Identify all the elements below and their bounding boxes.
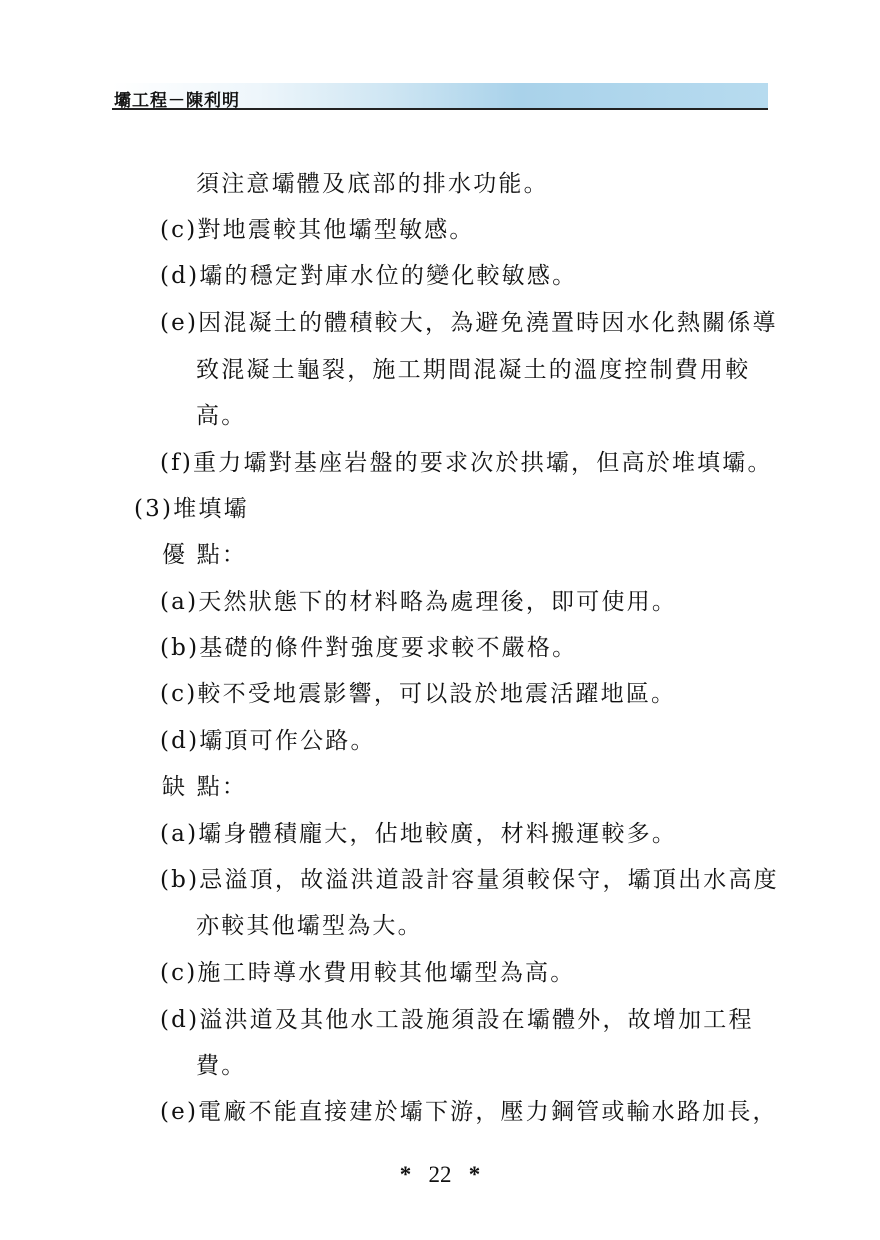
page-footer [390, 1160, 490, 1190]
section-heading: (3)堆填壩 [134, 496, 249, 522]
body-line: (a)壩身體積龐大，佔地較廣，材料搬運較多。 [160, 821, 678, 847]
body-line: (d)溢洪道及其他水工設施須設在壩體外，故增加工程 [160, 1007, 754, 1033]
body-line: (d)壩的穩定對庫水位的變化較敏感。 [160, 263, 578, 289]
body-line: (a)天然狀態下的材料略為處理後，即可使用。 [160, 589, 678, 615]
body-line: (c)施工時導水費用較其他壩型為高。 [160, 960, 576, 986]
body-line: (d)壩頂可作公路。 [160, 728, 376, 754]
body-line: 致混凝土龜裂，施工期間混凝土的溫度控制費用較 [196, 357, 751, 383]
disadvantages-heading: 缺 點： [162, 774, 248, 800]
advantages-heading: 優 點： [162, 542, 248, 568]
body-line: 須注意壩體及底部的排水功能。 [196, 171, 549, 197]
body-line: (b)忌溢頂，故溢洪道設計容量須較保守，壩頂出水高度 [160, 867, 779, 893]
body-line: (e)電廠不能直接建於壩下游，壓力鋼管或輸水路加長， [160, 1099, 778, 1125]
body-line: (e)因混凝土的體積較大，為避免澆置時因水化熱關係導 [160, 310, 778, 336]
page-number: 22 [428, 1162, 452, 1187]
footer-star-left: * [399, 1162, 412, 1187]
body-line: 高。 [196, 403, 247, 429]
running-header-title: 壩工程－陳利明 [114, 91, 240, 111]
body-line: (c)較不受地震影響，可以設於地震活躍地區。 [160, 681, 677, 707]
footer-star-right: * [468, 1162, 481, 1187]
body-line: (b)基礎的條件對強度要求較不嚴格。 [160, 635, 578, 661]
body-line: (f)重力壩對基座岩盤的要求次於拱壩，但高於堆填壩。 [160, 450, 773, 476]
body-line: 費。 [196, 1053, 247, 1079]
running-header-band [112, 83, 768, 110]
body-line: 亦較其他壩型為大。 [196, 913, 423, 939]
body-line: (c)對地震較其他壩型敏感。 [160, 217, 475, 243]
